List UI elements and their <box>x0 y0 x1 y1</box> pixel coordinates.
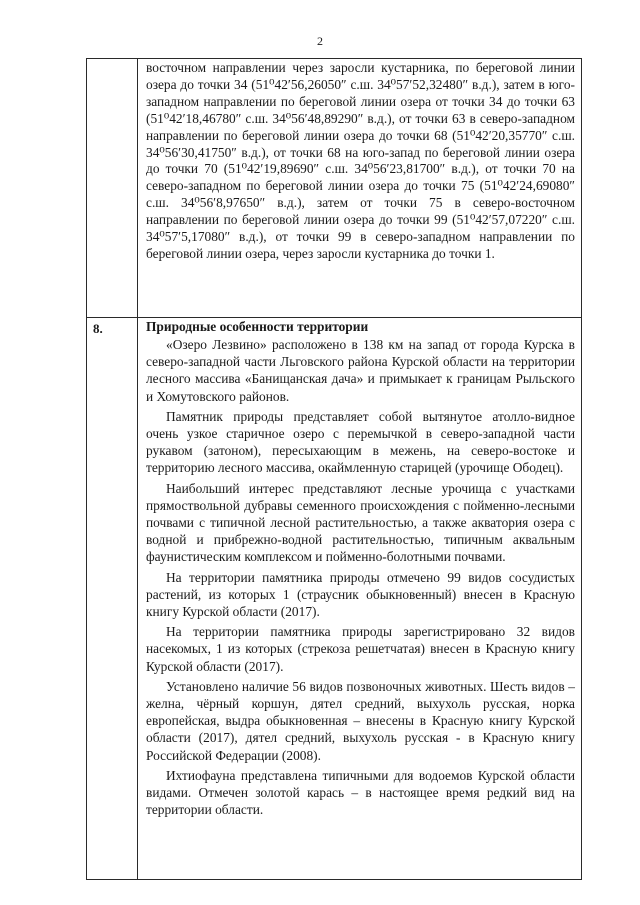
paragraph-interest: Наибольший интерес представляют лесные урочища с участками прямоствольной дубравы семенного происхождения с пойменно-лесными почвами с типичной лесной растительностью, а также акватория озера с водной и прибрежно-водной растительностью, типичным аквальным фаунистическим комплексом и пойменно-болотными почвами. <box>146 480 575 565</box>
paragraph-location: «Озеро Лезвино» расположено в 138 км на запад от города Курска в северо-западной части Льговского района Курской области на территории лесного массива «Банищанская дача» и примыкает к границам Рыльского и Хомутовского районов. <box>146 336 575 404</box>
row-number-cell <box>87 59 138 318</box>
paragraph-vertebrates: Установлено наличие 56 видов позвоночных животных. Шесть видов –желна, чёрный коршун, дятел средний, выхухоль русская, норка европейская, выдра обыкновенная – внесены в Красную книгу Курской области (2017), дятел средний, выхухоль русская - в Красную книгу Российской Федерации (2008). <box>146 678 575 763</box>
paragraph-insects: На территории памятника природы зарегистрировано 32 видов насекомых, 1 из которых (стрекоза решетчатая) внесен в Красную книгу Курской области (2017). <box>146 624 575 674</box>
paragraph-plants: На территории памятника природы отмечено 99 видов сосудистых растений, из которых 1 (страусник обыкновенный) внесен в Красную книгу Курской области (2017). <box>146 569 575 619</box>
row-number-cell: 8. <box>87 318 138 880</box>
row-content-cell <box>138 318 582 880</box>
row-content-cell <box>138 59 582 318</box>
table-row-continuation <box>87 59 582 318</box>
paragraph-description: Памятник природы представляет собой вытянутое атолло-видное очень узкое старичное озеро с перемычкой в северо-западной части рукавом (затоном), пересыхающим в межень, на северо-востоке и территорию лесного массива, окаймленную старицей (урочище Ободец). <box>146 408 575 476</box>
boundary-description: восточном направлении через заросли кустарника, по береговой линии озера до точки 34 (51⁰42′56,26050″ с.ш. 34⁰57′52,32480″ в.д.), затем в юго-западном направлении по береговой линии озера от точки 34 до точки 63 (51⁰42′18,46780″ с.ш. 34⁰56′48,89290″ в.д.), от точки 63 в северо-западном направлении по береговой линии озера до точки 68 (51⁰42′20,35770″ с.ш. 34⁰56′30,41750″ в.д.), от точки 68 на юго-запад по береговой линии озера до точки 70 (51⁰42′19,89690″ с.ш. 34⁰56′23,81700″ в.д.), от точки 70 на северо-западном по береговой линии озера до точки 75 (51⁰42′24,69080″ с.ш. 34⁰56′8,97650″ в.д.), затем от точки 75 в северо-восточном направлении по береговой линии озера до точки 99 (51⁰42′57,07220″ с.ш. 34⁰57′5,17080″ в.д.), от точки 99 в северо-западном направлении по береговой линии озера, через заросли кустарника до точки 1. <box>146 60 575 261</box>
section-title: Природные особенности территории <box>146 319 369 334</box>
page-number: 2 <box>317 34 323 48</box>
document-table <box>86 58 582 880</box>
table-row-section-8 <box>87 318 582 880</box>
paragraph-ichthyofauna: Ихтиофауна представлена типичными для водоемов Курской области видами. Отмечен золотой карась – в настоящее время редкий вид на территории области. <box>146 767 575 818</box>
